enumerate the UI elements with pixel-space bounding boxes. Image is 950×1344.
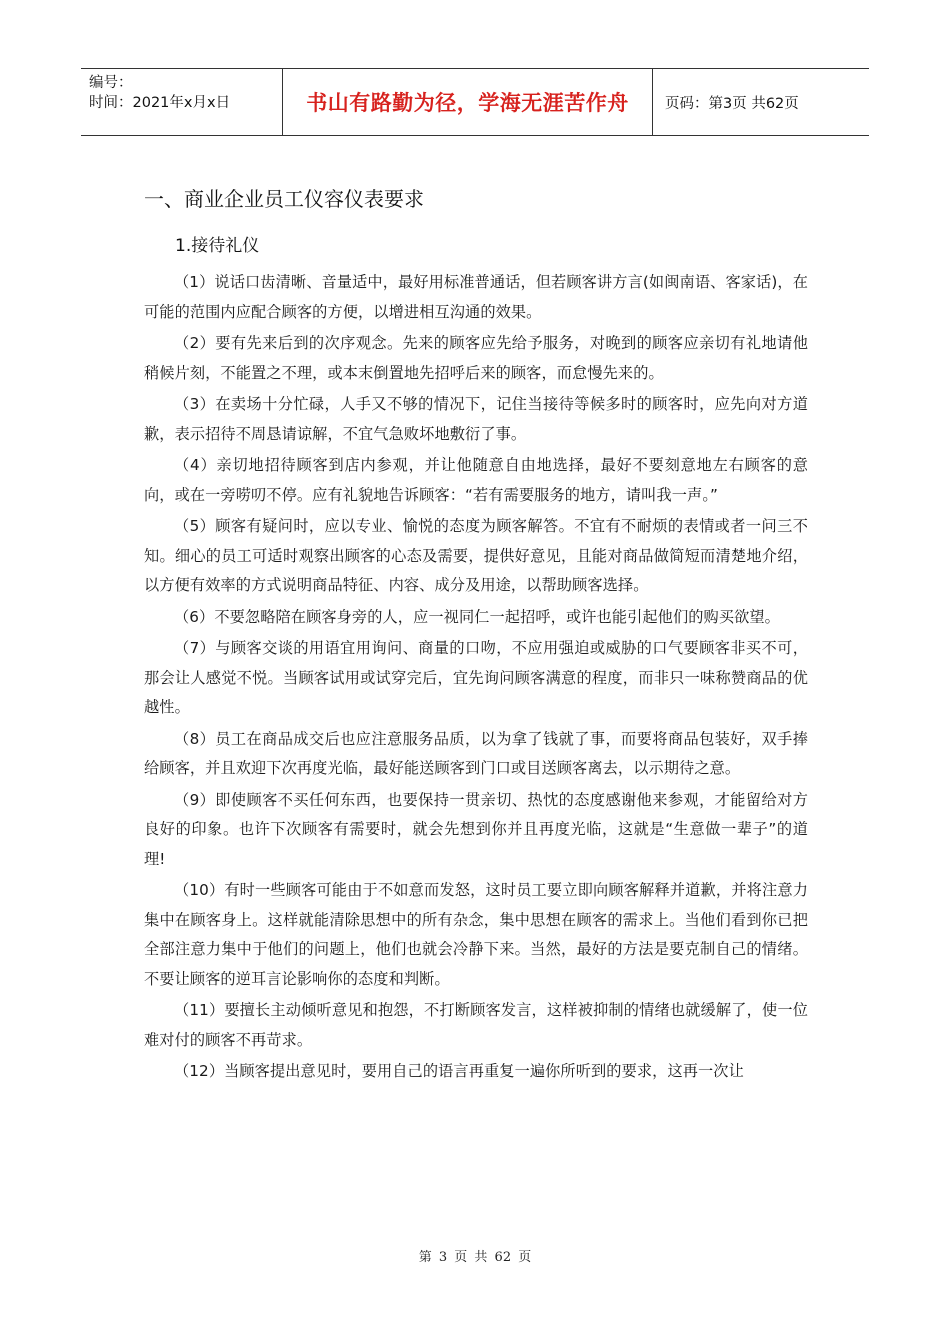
- paragraph-3: （3）在卖场十分忙碌，人手又不够的情况下，记住当接待等候多时的顾客时，应先向对方道歉，表示招待不周恳请谅解，不宜气急败坏地敷衍了事。: [144, 395, 808, 443]
- header-page-code: 页码：第3页 共62页: [665, 95, 799, 112]
- paragraph-8: （8）员工在商品成交后也应注意服务品质，以为拿了钱就了事，而要将商品包装好，双手捧给顾客，并且欢迎下次再度光临，最好能送顾客到门口或目送顾客离去，以示期待之意。: [144, 729, 808, 777]
- paragraph-12: （12）当顾客提出意见时，要用自己的语言再重复一遍你所听到的要求，这再一次让: [174, 1062, 744, 1080]
- header-meta-cell: [81, 69, 282, 135]
- document-time-label: 时间：2021年x月x日: [89, 95, 231, 111]
- section-title: 一、商业企业员工仪容仪表要求: [144, 187, 424, 211]
- page-header: [81, 68, 869, 136]
- paragraph-10: （10）有时一些顾客可能由于不如意而发怒，这时员工要立即向顾客解释并道歉，并将注意力集中在顾客身上。这样就能清除思想中的所有杂念，集中思想在顾客的需求上。当他们看到你已把全部注意力集中于他们的问题上，他们也就会冷静下来。当然，最好的方法是要克制自己的情绪。不要让顾客的逆耳言论影响你的态度和判断。: [144, 881, 808, 988]
- header-motto: 书山有路勤为径，学海无涯苦作舟: [282, 69, 653, 135]
- paragraph-9: （9）即使顾客不买任何东西，也要保持一贯亲切、热忱的态度感谢他来参观，才能留给对方良好的印象。也许下次顾客有需要时，就会先想到你并且再度光临，这就是“生意做一辈子”的道理!: [144, 790, 808, 868]
- paragraph-4: （4）亲切地招待顾客到店内参观，并让他随意自由地选择，最好不要刻意地左右顾客的意向，或在一旁唠叨不停。应有礼貌地告诉顾客：“若有需要服务的地方，请叫我一声。”: [144, 456, 808, 504]
- body-content: [144, 268, 808, 1089]
- document-number-label: 编号：: [89, 75, 133, 91]
- paragraph-11: （11）要擅长主动倾听意见和抱怨，不打断顾客发言，这样被抑制的情绪也就缓解了，使一位难对付的顾客不再苛求。: [144, 1001, 808, 1049]
- paragraph-7: （7）与顾客交谈的用语宜用询问、商量的口吻，不应用强迫或威胁的口气要顾客非买不可，那会让人感觉不悦。当顾客试用或试穿完后，宜先询问顾客满意的程度，而非只一味称赞商品的优越性。: [144, 639, 808, 716]
- page-footer: 第 3 页 共 62 页: [418, 1250, 532, 1265]
- paragraph-5: （5）顾客有疑问时，应以专业、愉悦的态度为顾客解答。不宜有不耐烦的表情或者一问三不知。细心的员工可适时观察出顾客的心态及需要，提供好意见，且能对商品做简短而清楚地介绍，以方便有效率的方式说明商品特征、内容、成分及用途，以帮助顾客选择。: [144, 517, 808, 594]
- paragraph-6: （6）不要忽略陪在顾客身旁的人，应一视同仁一起招呼，或许也能引起他们的购买欲望。: [174, 607, 780, 626]
- paragraph-2: （2）要有先来后到的次序观念。先来的顾客应先给予服务，对晚到的顾客应亲切有礼地请他稍候片刻，不能置之不理，或本末倒置地先招呼后来的顾客，而怠慢先来的。: [144, 334, 808, 382]
- subsection-title: 1.接待礼仪: [175, 236, 260, 256]
- paragraph-1: （1）说话口齿清晰、音量适中，最好用标准普通话，但若顾客讲方言(如闽南语、客家话)，在可能的范围内应配合顾客的方便，以增进相互沟通的效果。: [144, 273, 808, 321]
